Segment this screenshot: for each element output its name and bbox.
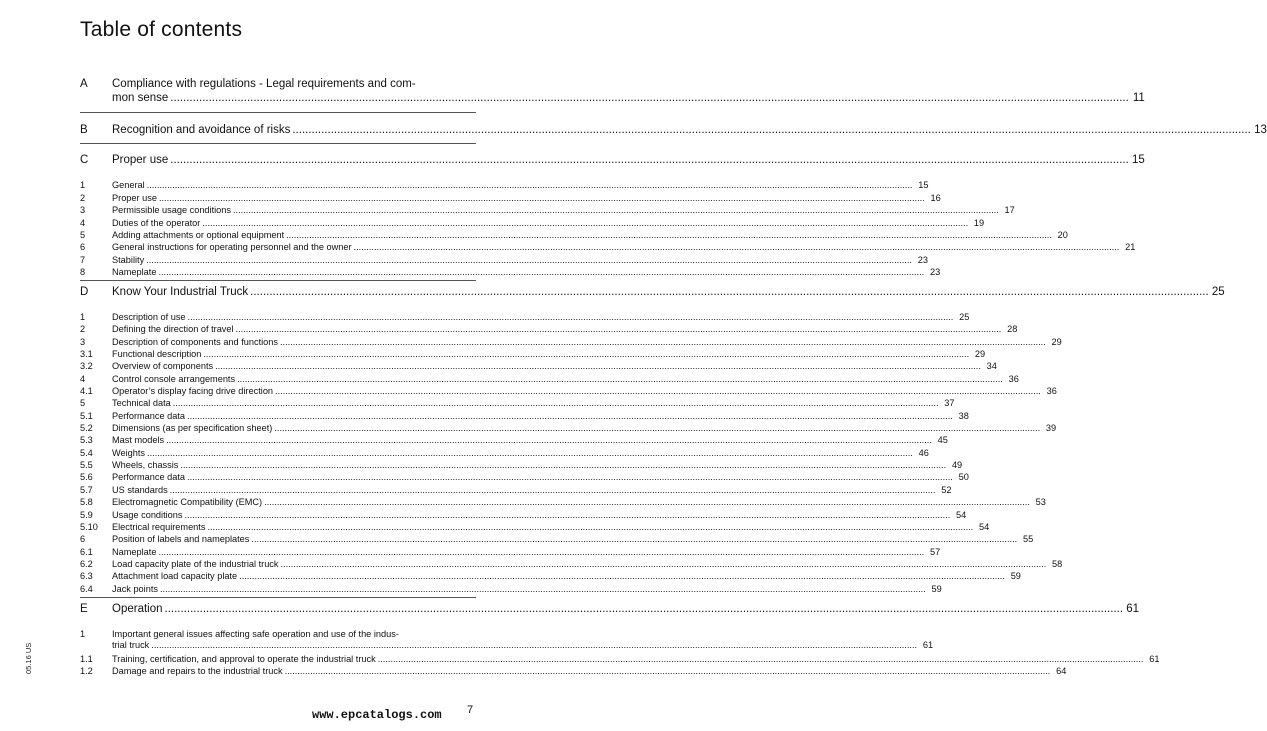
toc-entry-title: Important general issues affecting safe operation and use of the indus- xyxy=(112,629,399,639)
dot-leader: ............................................................................................................................................................................................................................................................................................................ xyxy=(158,547,925,557)
toc-entry-page: 16 xyxy=(930,193,941,203)
watermark: www.epcatalogs.com xyxy=(312,708,442,722)
toc-entry-title: Overview of components xyxy=(112,361,214,371)
section-divider xyxy=(80,112,476,113)
section-divider xyxy=(80,597,476,598)
dot-leader: ............................................................................................................................................................................................................................................................................................................ xyxy=(264,497,1030,507)
toc-entry-number: B xyxy=(80,124,88,136)
toc-entry-title: Recognition and avoidance of risks xyxy=(112,124,291,136)
dot-leader: ............................................................................................................................................................................................................................................................................................................ xyxy=(215,361,981,371)
dot-leader: ............................................................................................................................................................................................................................................................................................................ xyxy=(158,193,925,203)
toc-entry-number: 7 xyxy=(80,255,86,265)
dot-leader: ............................................................................................................................................................................................................................................................................................................ xyxy=(187,472,953,482)
toc-entry-number: 5.8 xyxy=(80,497,93,507)
toc-entry-page: 54 xyxy=(956,510,967,520)
toc-entry-title: Operation xyxy=(112,603,163,615)
page-number: 7 xyxy=(467,704,474,716)
dot-leader: ............................................................................................................................................................................................................................................................................................................ xyxy=(184,510,951,520)
dot-leader: ............................................................................................................................................................................................................................................................................................................ xyxy=(158,267,925,277)
dot-leader: ............................................................................................................................................................................................................................................................................................................ xyxy=(203,349,970,359)
toc-entry-page: 61 xyxy=(1149,654,1160,664)
toc-entry-number: 3 xyxy=(80,205,86,215)
section-divider xyxy=(80,143,476,144)
toc-entry-number: 5 xyxy=(80,398,86,408)
toc-entry-number: 6.4 xyxy=(80,584,93,594)
toc-entry-number: 2 xyxy=(80,193,86,203)
toc-entry-title: Load capacity plate of the industrial truck xyxy=(112,559,279,569)
toc-entry-title: Adding attachments or optional equipment xyxy=(112,230,285,240)
toc-entry-number: 1 xyxy=(80,629,86,639)
dot-leader: ............................................................................................................................................................................................................................................................................................................ xyxy=(170,154,1129,166)
toc-entry-page: 23 xyxy=(929,267,941,277)
toc-entry-title: Damage and repairs to the industrial truck xyxy=(112,666,283,676)
dot-leader: ............................................................................................................................................................................................................................................................................................................ xyxy=(169,485,936,495)
toc-entry-title: Control console arrangements xyxy=(112,374,236,384)
toc-entry-page: 20 xyxy=(1057,230,1068,240)
dot-leader: ............................................................................................................................................................................................................................................................................................................ xyxy=(180,460,947,470)
toc-entry-number: D xyxy=(80,286,89,298)
toc-entry-number: 5.9 xyxy=(80,510,93,520)
toc-entry-title: Position of labels and nameplates xyxy=(112,534,250,544)
toc-entry-page: 64 xyxy=(1056,666,1067,676)
toc-entry-number: 5.6 xyxy=(80,472,93,482)
toc-entry-number: 5 xyxy=(80,230,86,240)
toc-entry-page: 37 xyxy=(944,398,955,408)
toc-entry-page: 59 xyxy=(931,584,942,594)
toc-entry-title: Operator’s display facing drive direction xyxy=(112,386,274,396)
dot-leader: ............................................................................................................................................................................................................................................................................................................ xyxy=(202,218,969,228)
toc-entry-title: US standards xyxy=(112,485,168,495)
toc-entry-title: Nameplate xyxy=(112,547,157,557)
toc-entry-number: 6.2 xyxy=(80,559,93,569)
toc-entry-page: 25 xyxy=(1211,286,1225,298)
section-divider xyxy=(80,280,476,281)
toc-entry-page: 59 xyxy=(1010,571,1021,581)
toc-entry-number: 6 xyxy=(80,534,86,544)
toc-entry-title: Functional description xyxy=(112,349,202,359)
toc-entry-page: 17 xyxy=(1004,205,1015,215)
toc-entry-title: Performance data xyxy=(112,411,186,421)
toc-entry-page: 11 xyxy=(1132,92,1145,104)
dot-leader: ............................................................................................................................................................................................................................................................................................................ xyxy=(164,603,1124,615)
toc-entry-page: 39 xyxy=(1045,423,1057,433)
toc-entry-title: Weights xyxy=(112,448,146,458)
toc-entry-title: Dimensions (as per specification sheet) xyxy=(112,423,273,433)
dot-leader: ............................................................................................................................................................................................................................................................................................................ xyxy=(147,448,913,458)
toc-entry-page: 36 xyxy=(1008,374,1019,384)
toc-entry-title: Description of use xyxy=(112,312,186,322)
toc-entry-title: Wheels, chassis xyxy=(112,460,179,470)
toc-entry-number: 5.5 xyxy=(80,460,93,470)
toc-entry-number: 5.3 xyxy=(80,435,93,445)
dot-leader: ............................................................................................................................................................................................................................................................................................................ xyxy=(237,374,1003,384)
toc-entry-title: Defining the direction of travel xyxy=(112,324,234,334)
toc-entry-page: 36 xyxy=(1046,386,1057,396)
toc-entry-number: 5.4 xyxy=(80,448,93,458)
dot-leader: ............................................................................................................................................................................................................................................................................................................ xyxy=(159,584,926,594)
toc-entry-title: Electrical requirements xyxy=(112,522,206,532)
dot-leader: ............................................................................................................................................................................................................................................................................................................ xyxy=(377,654,1144,664)
dot-leader: ............................................................................................................................................................................................................................................................................................................ xyxy=(250,286,1209,298)
toc-entry-number: 6 xyxy=(80,242,86,252)
toc-entry-page: 45 xyxy=(937,435,948,445)
dot-leader: ............................................................................................................................................................................................................................................................................................................ xyxy=(207,522,974,532)
toc-entry-title: General instructions for operating personnel and the owner xyxy=(112,242,352,252)
toc-entry-number: E xyxy=(80,603,88,615)
toc-entry-title: Attachment load capacity plate xyxy=(112,571,238,581)
toc-entry-page: 55 xyxy=(1022,534,1034,544)
toc-entry-title: General xyxy=(112,180,145,190)
toc-entry-page: 57 xyxy=(929,547,941,557)
toc-entry-page: 19 xyxy=(973,218,985,228)
toc-entry-page: 50 xyxy=(958,472,969,482)
toc-entry-page: 58 xyxy=(1052,559,1063,569)
toc-entry-number: 5.10 xyxy=(80,522,98,532)
toc-entry-number: 1 xyxy=(80,180,86,190)
toc-entry-number: 5.7 xyxy=(80,485,93,495)
toc-entry-number: C xyxy=(80,154,89,166)
toc-entry-page: 13 xyxy=(1254,124,1267,136)
toc-entry-number: 3 xyxy=(80,337,86,347)
dot-leader: ............................................................................................................................................................................................................................................................................................................ xyxy=(187,312,954,322)
toc-entry-title: Duties of the operator xyxy=(112,218,201,228)
toc-entry-title: mon sense xyxy=(112,92,169,104)
toc-entry-number: 6.1 xyxy=(80,547,93,557)
toc-entry-title: Performance data xyxy=(112,472,186,482)
toc-entry-page: 21 xyxy=(1125,242,1136,252)
toc-entry-page: 23 xyxy=(917,255,928,265)
toc-entry-page: 29 xyxy=(1051,337,1062,347)
toc-entry-title: Usage conditions xyxy=(112,510,183,520)
toc-entry-title: Know Your Industrial Truck xyxy=(112,286,249,298)
dot-leader: ............................................................................................................................................................................................................................................................................................................ xyxy=(233,205,999,215)
dot-leader: ............................................................................................................................................................................................................................................................................................................ xyxy=(274,423,1041,433)
dot-leader: ............................................................................................................................................................................................................................................................................................................ xyxy=(166,435,932,445)
toc-entry-number: 3.1 xyxy=(80,349,93,359)
dot-leader: ............................................................................................................................................................................................................................................................................................................ xyxy=(353,242,1120,252)
toc-entry-page: 38 xyxy=(958,411,969,421)
toc-entry-page: 53 xyxy=(1035,497,1046,507)
toc-entry-page: 46 xyxy=(918,448,929,458)
toc-entry-page: 49 xyxy=(951,460,963,470)
toc-entry-number: 3.2 xyxy=(80,361,93,371)
toc-entry-number: 5.2 xyxy=(80,423,93,433)
toc-entry-number: 5.1 xyxy=(80,411,93,421)
dot-leader: ............................................................................................................................................................................................................................................................................................................ xyxy=(172,398,939,408)
dot-leader: ............................................................................................................................................................................................................................................................................................................ xyxy=(284,666,1051,676)
toc-entry-number: 1.1 xyxy=(80,654,93,664)
toc-entry-title: Electromagnetic Compatibility (EMC) xyxy=(112,497,263,507)
dot-leader: ............................................................................................................................................................................................................................................................................................................ xyxy=(151,640,918,650)
toc-entry-page: 61 xyxy=(922,640,934,650)
toc-entry-number: 4.1 xyxy=(80,386,93,396)
toc-entry-page: 28 xyxy=(1007,324,1018,334)
page-title: Table of contents xyxy=(80,18,243,41)
toc-entry-title: Proper use xyxy=(112,193,157,203)
toc-entry-page: 54 xyxy=(979,522,990,532)
document-code: 05.16 US xyxy=(24,642,33,674)
dot-leader: ............................................................................................................................................................................................................................................................................................................ xyxy=(239,571,1005,581)
toc-entry-number: 4 xyxy=(80,218,86,228)
toc-entry-page: 34 xyxy=(986,361,997,371)
dot-leader: ............................................................................................................................................................................................................................................................................................................ xyxy=(280,559,1047,569)
toc-entry-number: 1.2 xyxy=(80,666,93,676)
toc-entry-title: trial truck xyxy=(112,640,150,650)
toc-entry-title: Permissible usage conditions xyxy=(112,205,231,215)
toc-entry-page: 25 xyxy=(959,312,970,322)
toc-entry-number: 2 xyxy=(80,324,86,334)
dot-leader: ............................................................................................................................................................................................................................................................................................................ xyxy=(235,324,1002,334)
dot-leader: ............................................................................................................................................................................................................................................................................................................ xyxy=(292,124,1251,136)
toc-entry-page: 61 xyxy=(1126,603,1140,615)
dot-leader: ............................................................................................................................................................................................................................................................................................................ xyxy=(187,411,953,421)
toc-entry-title: Technical data xyxy=(112,398,171,408)
toc-entry-number: 6.3 xyxy=(80,571,93,581)
toc-entry-title: Nameplate xyxy=(112,267,157,277)
dot-leader: ............................................................................................................................................................................................................................................................................................................ xyxy=(275,386,1041,396)
toc-entry-title: Proper use xyxy=(112,154,169,166)
dot-leader: ............................................................................................................................................................................................................................................................................................................ xyxy=(286,230,1052,240)
toc-entry-number: 4 xyxy=(80,374,86,384)
toc-entry-page: 15 xyxy=(918,180,929,190)
toc-entry-title: Training, certification, and approval to operate the industrial truck xyxy=(112,654,376,664)
toc-entry-title: Compliance with regulations - Legal requirements and com- xyxy=(112,78,416,90)
dot-leader: ............................................................................................................................................................................................................................................................................................................ xyxy=(251,534,1018,544)
dot-leader: ............................................................................................................................................................................................................................................................................................................ xyxy=(279,337,1046,347)
toc-entry-page: 15 xyxy=(1132,154,1145,166)
toc-entry-title: Jack points xyxy=(112,584,158,594)
toc-entry-number: 1 xyxy=(80,312,86,322)
toc-entry-page: 52 xyxy=(941,485,952,495)
toc-entry-title: Stability xyxy=(112,255,145,265)
dot-leader: ............................................................................................................................................................................................................................................................................................................ xyxy=(146,180,913,190)
dot-leader: ............................................................................................................................................................................................................................................................................................................ xyxy=(170,92,1129,104)
toc-entry-number: 8 xyxy=(80,267,86,277)
toc-entry-number: A xyxy=(80,78,88,90)
toc-entry-title: Description of components and functions xyxy=(112,337,278,347)
toc-entry-page: 29 xyxy=(974,349,986,359)
toc-entry-title: Mast models xyxy=(112,435,165,445)
dot-leader: ............................................................................................................................................................................................................................................................................................................ xyxy=(146,255,912,265)
